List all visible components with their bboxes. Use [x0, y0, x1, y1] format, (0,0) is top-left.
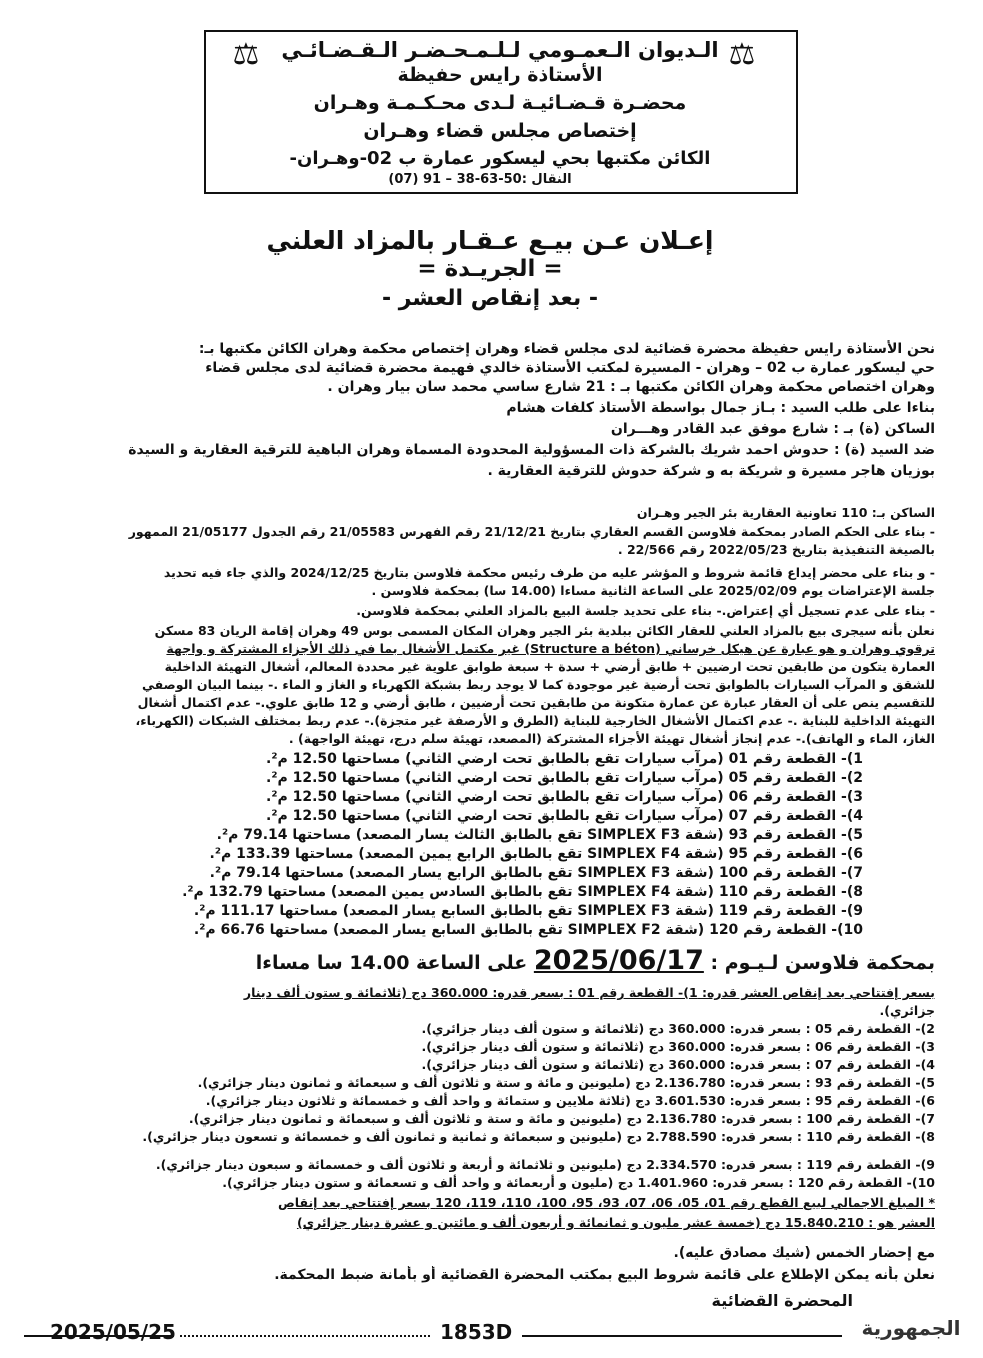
lot-item: 5)- القطعة رقم 93 (شقة SIMPLEX F3 تقع بالطابق الثالث يسار المصعد) مساحتها 79.14 م².: [216, 827, 863, 843]
lot-item: 2)- القطعة رقم 05 (مرآب سيارات تقع بالطابق تحت ارضي الثاني) مساحتها 12.50 م².: [266, 770, 863, 786]
footer-rule: [180, 1335, 430, 1337]
closing-line: مع إحضار الخمس (شيك مصادق عليه).: [673, 1245, 935, 1261]
sale-time: على الساعة 14.00 سا مساءا: [255, 952, 528, 974]
bailiff-role: محضـرة قـضـائيـة لـدى محـكـمـة وهـران: [313, 92, 687, 114]
sale-date-line: [45, 944, 935, 978]
description-line: العمارة يتكون من طابقين تحت ارضيين + طابق أرضي + سدة + سبعة طوابق علوية غير محددة المعالم، أشغال التهيئة الداخلية: [164, 659, 935, 674]
lot-item: 7)- القطعة رقم 100 (شقة SIMPLEX F3 تقع بالطابق الرابع يسار المصعد) مساحتها 79.14 م².: [209, 865, 863, 881]
footer-code: 1853D: [440, 1320, 513, 1344]
price-line: بسعر إفتتاحي بعد إنقاص العشر قدره: 1)- القطعة رقم 01 : بسعر قدره: 360.000 دج (ثلاثمائة و ستون ألف دينار: [243, 985, 935, 1000]
description-line: التهيئة الداخلية للبناية .- عدم اكتمال الأشغال الخارجية للبناية (الطرق و الأرصفة غير متجزة).- عدم ربط بمختلف الشبكات (الكهرباء،: [135, 713, 935, 728]
announcement-note: - بعد إنقاص العشر -: [381, 286, 599, 311]
lot-item: 4)- القطعة رقم 07 (مرآب سيارات تقع بالطابق تحت ارضي الثاني) مساحتها 12.50 م².: [266, 808, 863, 824]
price-line: 8)- القطعة رقم 110 : بسعر قدره: 2.788.590 دج (مليونين و سبعمائة و ثمانية و ثمانون ألف و خمسمائة و تسعون دينار جزائري).: [142, 1129, 935, 1144]
sale-court: بمحكمة فلاوسن لـيـوم :: [710, 952, 935, 974]
body-line: الساكن (ة) بـ : شارع موفق عبد القادر وهـــران: [610, 421, 935, 437]
price-line: 10)- القطعة رقم 120 : بسعر قدره: 1.401.960 دج (مليون و أربعمائة و واحد ألف و تسعمائة و ستون دينار جزائري).: [222, 1175, 935, 1190]
body-line: ضد السيد (ة) : حدوش احمد شريك بالشركة ذات المسؤولية المحدودة المسماة وهران الباهية للترقية العقارية و السيدة: [128, 442, 935, 458]
total-price-line: العشر هو : 15.840.210 دج (خمسة عشر مليون و ثمانمائة و أربعون ألف و مائتين و عشرة دينار جزائري): [296, 1215, 935, 1230]
newspaper-logo: الجمهورية: [861, 1316, 961, 1340]
body-line: حي ليسكور عمارة ب 02 – وهران - المسيرة لمكتب الأستاذة خالدي فهيمة محضرة قضائية لدى مجلس قضاء: [205, 360, 935, 376]
procedure-line: - بناء على عدم تسجيل أي إعتراض.- بناء على تحديد جلسة البيع بالمزاد العلني بمحكمة فلاوسن.: [356, 603, 935, 618]
lot-item: 6)- القطعة رقم 95 (شقة SIMPLEX F4 تقع بالطابق الرابع يمين المصعد) مساحتها 133.39 م².: [209, 846, 863, 862]
procedure-line: جلسة الإعتراضات يوم 2025/02/09 على الساعة الثانية مساءا (14.00 سا) بمحكمة فلاوسن .: [371, 583, 935, 598]
scales-of-justice-icon: ⚖: [232, 37, 260, 72]
description-line: للتقسيم ينص على أن العقار عبارة عن عمارة متكونة من طابقين تحت أرضيين ، طابق أرضي و 12 طابق علوي.- عدم اكتمال أشغال: [137, 695, 935, 710]
defendant-address: الساكن بـ: 110 تعاونية العقارية بئر الجير وهـران: [636, 505, 935, 520]
price-line: 2)- القطعة رقم 05 : بسعر قدره: 360.000 دج (ثلاثمائة و ستون ألف دينار جزائري).: [421, 1021, 935, 1036]
announcement-title: إعـلان عـن بيـع عـقـار بالمزاد العلني: [266, 226, 714, 255]
lot-item: 10)- القطعة رقم 120 (شقة SIMPLEX F2 تقع بالطابق السابع يسار المصعد) مساحتها 66.76 م².: [193, 922, 863, 938]
price-line: 9)- القطعة رقم 119 : بسعر قدره: 2.334.570 دج (مليونين و ثلاثمائة و أربعة و ثلاثون ألف و خمسمائة و سبعون دينار جزائري).: [155, 1157, 935, 1172]
body-line: نحن الأستاذة رايس حفيظة محضرة قضائية لدى مجلس قضاء وهران إختصاص محكمة وهران الكائن مكتبها بـ:: [198, 341, 935, 357]
lot-item: 8)- القطعة رقم 110 (شقة SIMPLEX F4 تقع بالطابق السادس يمين المصعد) مساحتها 132.79 م².: [182, 884, 863, 900]
price-line: 7)- القطعة رقم 100 : بسعر قدره: 2.136.780 دج (مليونين و مائة و ستة و ثلاثون ألف و سبعمائة و ثمانون دينار جزائري).: [188, 1111, 935, 1126]
closing-line: نعلن بأنه يمكن الإطلاع على قائمة شروط البيع بمكتب المحضرة القضائية أو بأمانة ضبط المحكمة.: [274, 1267, 935, 1283]
signature: المحضرة القضائية: [711, 1292, 853, 1310]
bailiff-jurisdiction: إختصاص مجلس قضاء وهـران: [363, 120, 637, 142]
announcement-newspaper: = الجريـدة =: [417, 256, 563, 282]
price-line: 6)- القطعة رقم 95 : بسعر قدره: 3.601.530 دج (ثلاثة ملايين و ستمائة و واحد ألف و خمسمائة و ثلاثون دينار جزائري).: [205, 1093, 935, 1108]
office-phone: النقال :50-63-38 – 91 (07): [388, 172, 572, 187]
total-price-line: * المبلغ الاجمالي لبيع القطع رقم 01، 05، 06، 07، 93، 95، 100، 110، 119، 120 بسعر إفتتاحي بعد إنقاص: [277, 1195, 935, 1210]
office-address: الكائن مكتبها بحي ليسكور عمارة ب 02-وهـران-: [289, 148, 711, 169]
body-line: وهران اختصاص محكمة وهران الكائن مكتبها بـ : 21 شارع ساسي محمد سان بيار وهران .: [327, 379, 935, 395]
sale-date: 2025/06/17: [533, 945, 704, 976]
description-line: نعلن بأنه سيجرى بيع بالمزاد العلني للعقار الكائن ببلدية بئر الجير وهران المكان المسمى بوس 49 وهران إقامة الريان 83 مسكن: [154, 623, 935, 638]
procedure-line: - و بناء على محضر إيداع قائمة شروط و المؤشر عليه من طرف رئيس محكمة فلاوسن بتاريخ 2024/12/25 والذي جاء فيه تحديد: [163, 565, 935, 580]
lot-item: 9)- القطعة رقم 119 (شقة SIMPLEX F3 تقع بالطابق السابع يسار المصعد) مساحتها 111.17 م².: [193, 903, 863, 919]
description-line: الغاز، الماء و الهاتف).- عدم إنجاز أشغال تهيئة الأجزاء المشتركة (المصعد، تهيئة سلم درج، تهيئة الواجهة) .: [288, 731, 935, 746]
body-line: بوزيان هاجر مسيرة و شريكة به و شركة حدوش للترقية العقارية .: [487, 463, 935, 479]
price-line: 4)- القطعة رقم 07 : بسعر قدره: 360.000 دج (ثلاثمائة و ستون ألف دينار جزائري).: [421, 1057, 935, 1072]
procedure-line: - بناء على الحكم الصادر بمحكمة فلاوسن القسم العقاري بتاريخ 21/12/21 رقم الفهرس 21/05583 رقم الجدول 21/05177 الممهور: [128, 524, 935, 539]
footer-date: 2025/05/25: [50, 1320, 176, 1344]
bailiff-name: الأستاذة رايس حفيظة: [397, 64, 603, 86]
body-line: بناءا على طلب السيد : بـاز جمال بواسطة الأستاذ كلفات هشام: [506, 400, 935, 416]
description-line: ترقوي وهران و هو عبارة عن هيكل خرساني (Structure a béton) غير مكتمل الأشغال بما في ذلك الأجزاء المشتركة و واجهة: [166, 641, 935, 656]
price-line: 5)- القطعة رقم 93 : بسعر قدره: 2.136.780 دج (مليونين و مائة و ستة و ثلاثون ألف و سبعمائة و ثمانون دينار جزائري).: [197, 1075, 935, 1090]
scales-of-justice-icon: ⚖: [728, 37, 756, 72]
price-line: 3)- القطعة رقم 06 : بسعر قدره: 360.000 دج (ثلاثمائة و ستون ألف دينار جزائري).: [421, 1039, 935, 1054]
lot-item: 3)- القطعة رقم 06 (مرآب سيارات تقع بالطابق تحت ارضي الثاني) مساحتها 12.50 م².: [266, 789, 863, 805]
lot-item: 1)- القطعة رقم 01 (مرآب سيارات تقع بالطابق تحت ارضي الثاني) مساحتها 12.50 م².: [266, 751, 863, 767]
procedure-line: بالصيغة التنفيذية بتاريخ 2022/05/23 رقم 22/566 .: [617, 542, 935, 557]
footer-rule: [522, 1335, 842, 1337]
price-line: جزائري).: [879, 1003, 935, 1018]
office-name: الـديوان الـعمـومي لـلـمـحـضـر الـقـضـائـي: [281, 38, 719, 62]
description-line: للشقق و المرآب السيارات بالطوابق تحت أرضية غير موجودة كما لا يوجد ربط بشبكة الكهرباء و الغاز و الماء .- بينما البيان الوصفي: [142, 677, 935, 692]
